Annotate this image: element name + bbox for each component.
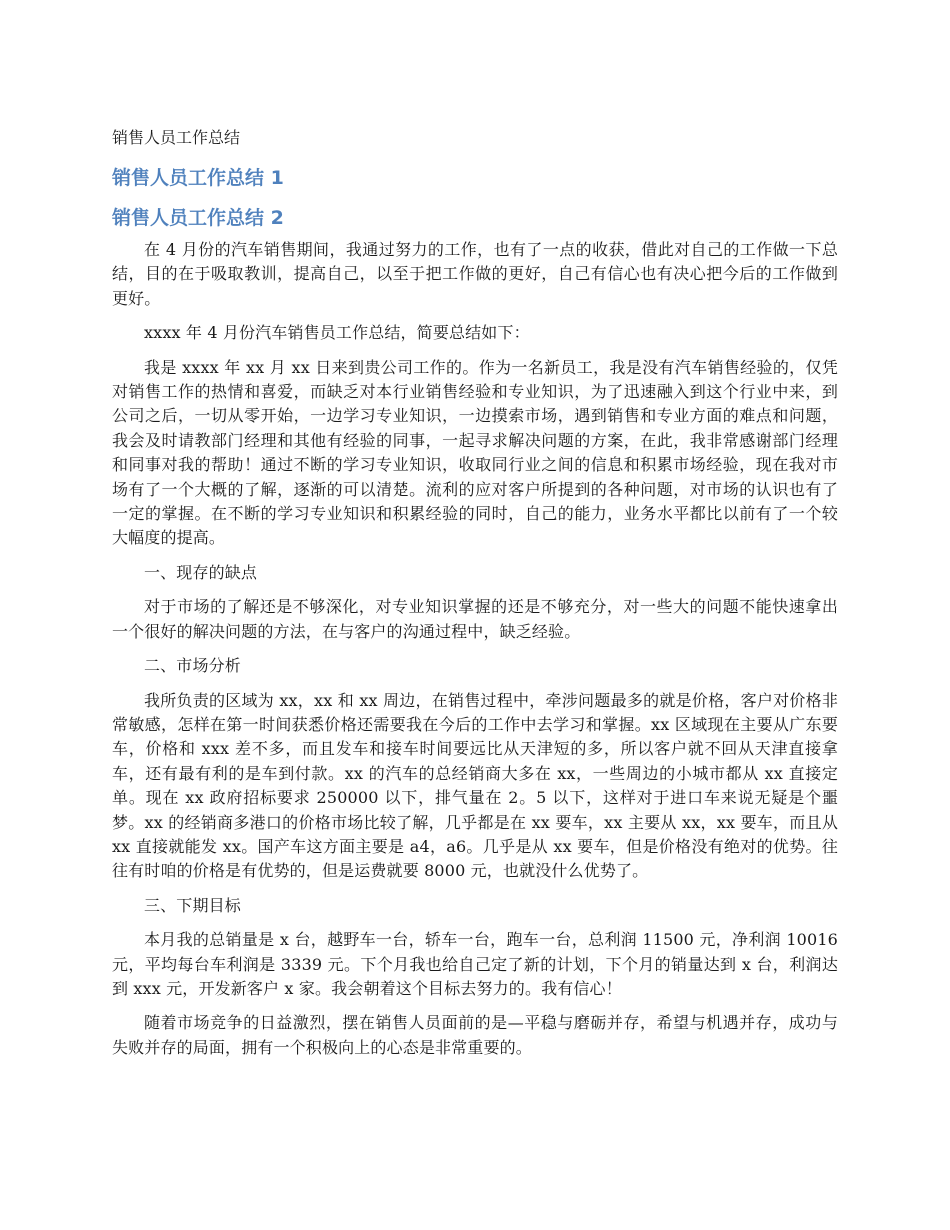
subheading-shortcomings: 一、现存的缺点 [144, 562, 258, 582]
paragraph-shortcomings: 对于市场的了解还是不够深化，对专业知识掌握的还是不够充分，对一些大的问题不能快速拿出一个很好的解决问题的方法，在与客户的沟通过程中，缺乏经验。 [112, 597, 838, 641]
paragraph-summary-lead: xxxx 年 4 月份汽车销售员工作总结，简要总结如下： [144, 323, 530, 343]
paragraph-market-analysis: 我所负责的区域为 xx，xx 和 xx 周边，在销售过程中，牵涉问题最多的就是价格，客户对价格非常敏感，怎样在第一时间获悉价格还需要我在今后的工作中去学习和掌握。xx 区域现在主要从广东要车，价格和 xxx 差不多，而且发车和接车时间要远比从天津短的多，所以客户就不回从天津直接拿车，还有最有利的是车到付款。xx 的汽车的总经销商大多在 xx，一些周边的小城市都从 xx 直接定单。现在 xx 政府招标要求 250000 以下，排气量在 2。5 以下，这样对于进口车来说无疑是个噩梦。xx 的经销商多港口的价格市场比较了解，几乎都是在 xx 要车，xx 主要从 xx，xx 要车，而且从 xx 直接就能发 xx。国产车这方面主要是 a4，a6。几乎是从 xx 要车，但是价格没有绝对的优势。往往有时咱的价格是有优势的，但是运费就要 8000 元，也就没什么优势了。 [112, 690, 838, 881]
subheading-next-goals: 三、下期目标 [144, 895, 241, 915]
paragraph-next-goals: 本月我的总销量是 x 台，越野车一台，轿车一台，跑车一台，总利润 11500 元，净利润 10016 元，平均每台车利润是 3339 元。下个月我也给自己定了新的计划，下个月的销量达到 x 台，利润达到 xxx 元，开发新客户 x 家。我会朝着这个目标去努力的。我有信心！ [112, 930, 838, 998]
paragraph-intro: 在 4 月份的汽车销售期间，我通过努力的工作，也有了一点的收获，借此对自己的工作做一下总结，目的在于吸取教训，提高自己，以至于把工作做的更好，自己有信心也有决心把今后的工作做到更好。 [112, 240, 838, 308]
paragraph-background: 我是 xxxx 年 xx 月 xx 日来到贵公司工作的。作为一名新员工，我是没有汽车销售经验的，仅凭对销售工作的热情和喜爱，而缺乏对本行业销售经验和专业知识，为了迅速融入到这个行业中来，到公司之后，一切从零开始，一边学习专业知识，一边摸索市场，遇到销售和专业方面的难点和问题，我会及时请教部门经理和其他有经验的同事，一起寻求解决问题的方案，在此，我非常感谢部门经理和同事对我的帮助！通过不断的学习专业知识，收取同行业之间的信息和积累市场经验，现在我对市场有了一个大概的了解，逐渐的可以清楚。流利的应对客户所提到的各种问题，对市场的认识也有了一定的掌握。在不断的学习专业知识和积累经验的同时，自己的能力，业务水平都比以前有了一个较大幅度的提高。 [112, 357, 838, 548]
document-body [112, 238, 838, 1070]
document-title: 销售人员工作总结 [112, 128, 241, 147]
section-heading-2: 销售人员工作总结 2 [112, 207, 284, 229]
subheading-market-analysis: 二、市场分析 [144, 656, 241, 676]
paragraph-closing: 随着市场竞争的日益激烈，摆在销售人员面前的是—平稳与磨砺并存，希望与机遇并存，成功与失败并存的局面，拥有一个积极向上的心态是非常重要的。 [112, 1013, 838, 1057]
section-heading-1: 销售人员工作总结 1 [112, 167, 284, 189]
